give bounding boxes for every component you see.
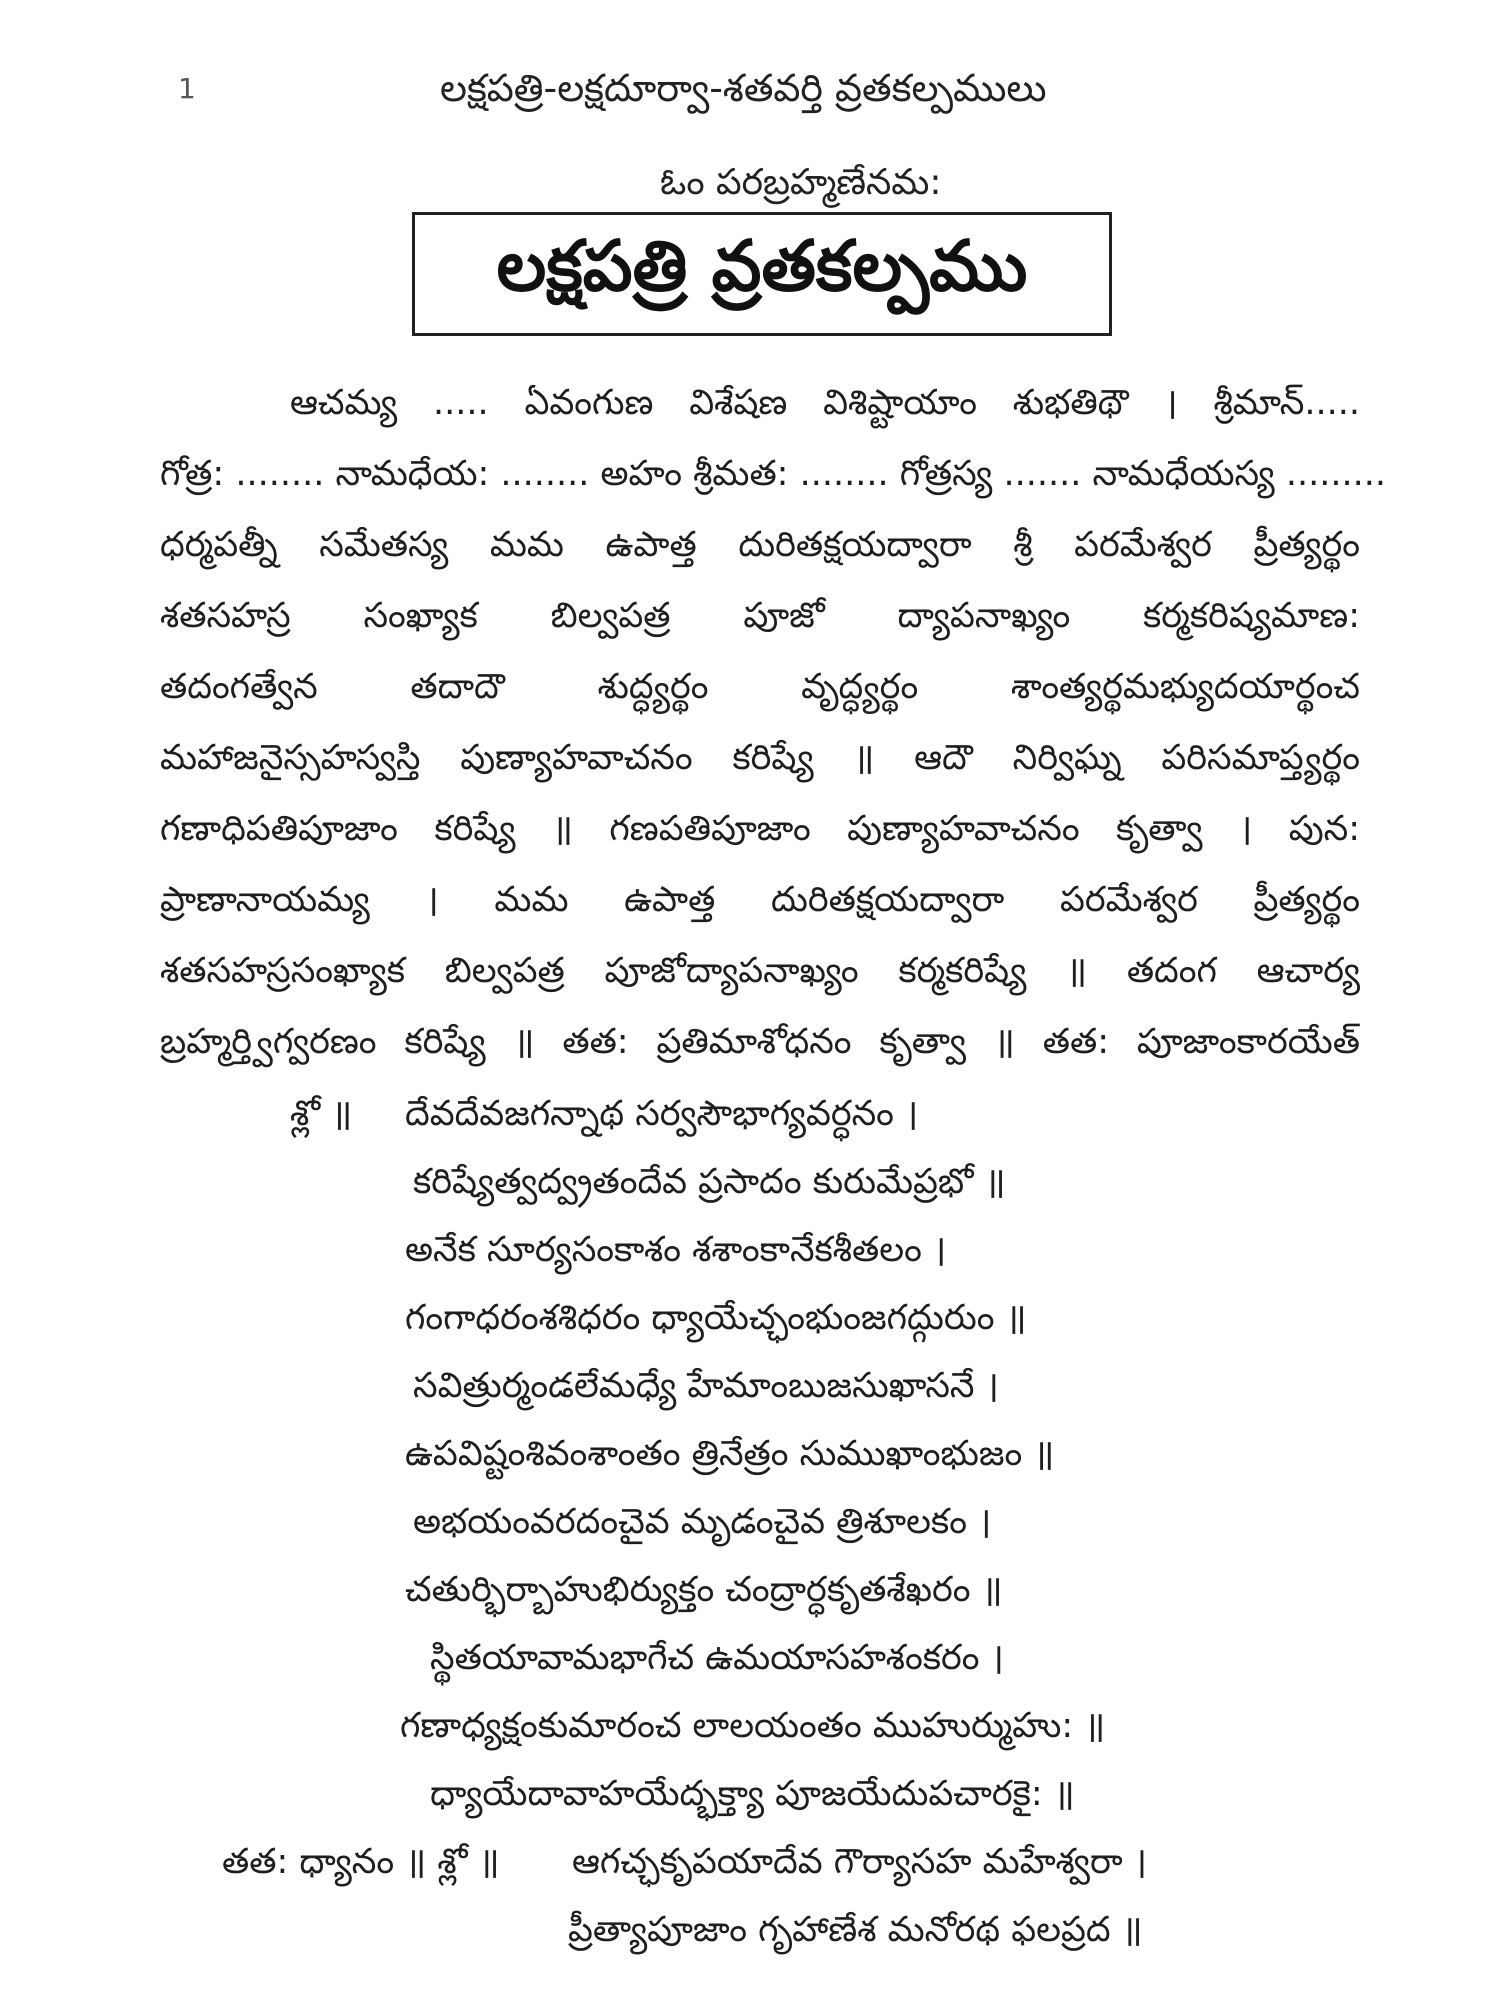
page-number: 1	[178, 72, 196, 105]
verse-line: గణాధ్యక్షంకుమారంచ లాలయంతం ముహుర్ముహు: ॥	[400, 1706, 1106, 1746]
verse-line: దేవదేవజగన్నాథ సర్వసౌభాగ్యవర్ధనం ।	[405, 1094, 919, 1134]
prose-line: గణాధిపతిపూజాం కరిష్యే ॥ గణపతిపూజాం పుణ్యాహవాచనం కృత్వా । పున:	[160, 809, 1360, 849]
verse-line: గంగాధరంశశిధరం ధ్యాయేచ్ఛంభుంజగద్గురుం ॥	[405, 1298, 1027, 1338]
verse-line: అనేక సూర్యసంకాశం శశాంకానేకశీతలం ।	[405, 1230, 947, 1270]
invocation-line: ఓం పరబ్రహ్మణేనమ:	[660, 162, 942, 203]
page-title: లక్షపత్రి వ్రతకల్పము	[496, 224, 1028, 307]
verse-line: కరిష్యేత్వద్వ్రతందేవ ప్రసాదం కురుమేప్రభో ॥	[413, 1162, 1006, 1202]
prose-line: శతసహస్ర సంఖ్యాక బిల్వపత్ర పూజో ద్యాపనాఖ్యం కర్మకరిష్యమాణ:	[160, 596, 1360, 636]
prose-line: తదంగత్వేన తదాదౌ శుద్ధ్యర్థం వృద్ధ్యర్థం శాంత్యర్థమభ్యుదయార్థంచ	[160, 667, 1360, 707]
verse-line: ఉపవిష్టంశివంశాంతం త్రినేత్రం సుముఖాంభుజం ॥	[405, 1434, 1055, 1474]
prose-line: ధర్మపత్నీ సమేతస్య మమ ఉపాత్త దురితక్షయద్వారా శ్రీ పరమేశ్వర ప్రీత్యర్థం	[160, 525, 1360, 565]
shloka-marker: శ్లో ॥	[290, 1094, 353, 1134]
verse-line: ధ్యాయేదావాహయేద్భక్త్యా పూజయేదుపచారకై: ॥	[430, 1774, 1075, 1814]
verse-line: సవిత్రుర్మండలేమధ్యే హేమాంబుజసుఖాసనే ।	[413, 1366, 999, 1406]
prose-line: శతసహస్రసంఖ్యాక బిల్వపత్ర పూజోద్యాపనాఖ్యం కర్మకరిష్యే ॥ తదంగ ఆచార్య	[160, 951, 1360, 991]
verse-line: ప్రీత్యాపూజాం గృహాణేశ మనోరథ ఫలప్రద ॥	[568, 1910, 1143, 1950]
running-header: లక్షపత్రి-లక్షదూర్వా-శతవర్తి వ్రతకల్పములు	[440, 66, 1047, 110]
verse-line: స్థితయావామభాగేచ ఉమయాసహశంకరం ।	[430, 1638, 1004, 1678]
verse-line: చతుర్భిర్బాహుభిర్యుక్తం చంద్రార్ధకృతశేఖరం ॥	[405, 1570, 1003, 1610]
prose-paragraph	[160, 368, 1386, 1078]
prose-line: బ్రహ్మర్త్విగ్వరణం కరిష్యే ॥ తత: ప్రతిమాశోధనం కృత్వా ॥ తత: పూజాంకారయేత్	[160, 1022, 1360, 1062]
verse-line: ఆగచ్ఛకృపయాదేవ గౌర్యాసహ మహేశ్వరా ।	[572, 1842, 1148, 1882]
title-box	[412, 212, 1112, 336]
prose-line: మహాజనైస్సహస్వస్తి పుణ్యాహవాచనం కరిష్యే ॥ ఆదౌ నిర్విఘ్న పరిసమాప్త్యర్థం	[160, 738, 1360, 778]
prose-line: గోత్ర: ........ నామధేయ: ........ అహం శ్రీమత: ........ గోత్రస్య ....... నామధేయస్య .........	[160, 454, 1386, 494]
prose-line: ఆచమ్య ..... ఏవంగుణ విశేషణ విశిష్టాయాం శుభతిథౌ । శ్రీమాన్.....	[290, 383, 1360, 423]
verse-line: అభయంవరదంచైవ మృడంచైవ త్రిశూలకం ।	[413, 1502, 992, 1542]
dhyanam-label: తత: ధ్యానం ॥ శ్లో ॥	[222, 1842, 500, 1882]
prose-line: ప్రాణానాయమ్య । మమ ఉపాత్త దురితక్షయద్వారా పరమేశ్వర ప్రీత్యర్థం	[160, 880, 1360, 920]
